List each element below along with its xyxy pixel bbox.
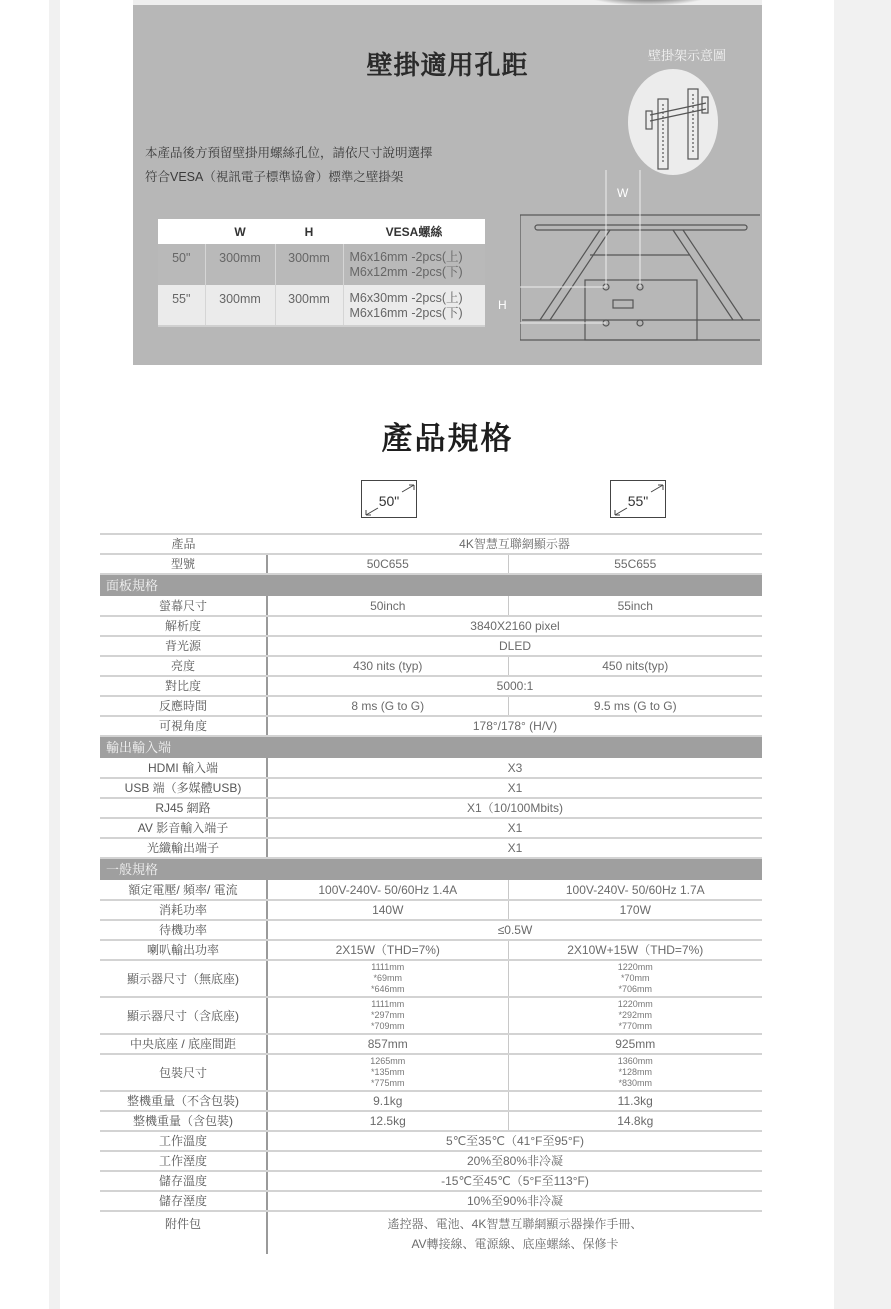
- spec-row: 消耗功率 140W 170W: [100, 900, 762, 920]
- spec-title: 產品規格: [381, 421, 514, 456]
- section-header-io: 輸出輸入端: [100, 736, 762, 758]
- spec-row: AV 影音輸入端子 X1: [100, 818, 762, 838]
- spec-table: [100, 533, 762, 1254]
- spec-row: USB 端（多媒體USB) X1: [100, 778, 762, 798]
- spec-row: 光纖輸出端子 X1: [100, 838, 762, 858]
- spec-row-product: 產品 4K智慧互聯網顯示器: [100, 534, 762, 554]
- spec-row: 可視角度 178°/178° (H/V): [100, 716, 762, 736]
- vesa-hole-table: [158, 219, 485, 327]
- vesa-row-50: 50" 300mm 300mm M6x16mm -2pcs(上) M6x12mm -2pcs(下): [158, 244, 485, 285]
- width-label: W: [617, 186, 629, 200]
- spec-row: 額定電壓/ 頻率/ 電流 100V-240V- 50/60Hz 1.4A 100V-240V- 50/60Hz 1.7A: [100, 880, 762, 900]
- page-margin-right: [834, 0, 891, 1309]
- vesa-row-55: 55" 300mm 300mm M6x30mm -2pcs(上) M6x16mm -2pcs(下): [158, 285, 485, 326]
- spec-row: 儲存溼度 10%至90%非冷凝: [100, 1191, 762, 1211]
- size-badge-55: 55": [610, 480, 666, 518]
- size-badge-50: 50": [361, 480, 417, 518]
- mount-illustration-caption: 壁掛架示意圖: [648, 48, 727, 63]
- wall-mount-description: 本產品後方預留壁掛用螺絲孔位，請依尺寸說明選擇 符合VESA（視訊電子標準協會）標準之壁掛架: [145, 146, 433, 184]
- spec-row-model: 型號 50C655 55C655: [100, 554, 762, 574]
- spec-row: 螢幕尺寸 50inch 55inch: [100, 596, 762, 616]
- height-label: H: [498, 298, 507, 312]
- spec-row: 顯示器尺寸（無底座) 1111mm *69mm *646mm 1220mm *70mm *706mm: [100, 960, 762, 997]
- wall-mount-title: 壁掛適用孔距: [366, 50, 529, 80]
- spec-row: 反應時間 8 ms (G to G) 9.5 ms (G to G): [100, 696, 762, 716]
- spec-row-accessories: 附件包 遙控器、電池、4K智慧互聯網顯示器操作手冊、 AV轉接線、電源線、底座螺絲、保修卡: [100, 1211, 762, 1254]
- tv-back-diagram: [498, 170, 760, 355]
- section-header-general: 一般規格: [100, 858, 762, 880]
- section-header-panel: 面板規格: [100, 574, 762, 596]
- spec-row: 背光源 DLED: [100, 636, 762, 656]
- page-margin-left: [49, 0, 60, 1309]
- spec-row: 亮度 430 nits (typ) 450 nits(typ): [100, 656, 762, 676]
- wall-mount-section: [133, 5, 762, 365]
- spec-row: 整機重量（不含包裝) 9.1kg 11.3kg: [100, 1091, 762, 1111]
- spec-row: 對比度 5000:1: [100, 676, 762, 696]
- spec-row: 中央底座 / 底座間距 857mm 925mm: [100, 1034, 762, 1054]
- spec-row: 顯示器尺寸（含底座) 1111mm *297mm *709mm 1220mm *292mm *770mm: [100, 997, 762, 1034]
- spec-row: 待機功率 ≤0.5W: [100, 920, 762, 940]
- spec-row: 工作溼度 20%至80%非冷凝: [100, 1151, 762, 1171]
- spec-row: 工作溫度 5℃至35℃（41°F至95°F): [100, 1131, 762, 1151]
- spec-row: 喇叭輸出功率 2X15W（THD=7%) 2X10W+15W（THD=7%): [100, 940, 762, 960]
- spec-row: HDMI 輸入端 X3: [100, 758, 762, 778]
- spec-row: 包裝尺寸 1265mm *135mm *775mm 1360mm *128mm *830mm: [100, 1054, 762, 1091]
- spec-row: 解析度 3840X2160 pixel: [100, 616, 762, 636]
- vesa-table-header: W H VESA螺絲: [158, 219, 485, 244]
- spec-row: 儲存溫度 -15℃至45℃（5°F至113°F): [100, 1171, 762, 1191]
- wall-bracket-image: [628, 69, 718, 175]
- spec-row: 整機重量（含包裝) 12.5kg 14.8kg: [100, 1111, 762, 1131]
- spec-row: RJ45 網路 X1（10/100Mbits): [100, 798, 762, 818]
